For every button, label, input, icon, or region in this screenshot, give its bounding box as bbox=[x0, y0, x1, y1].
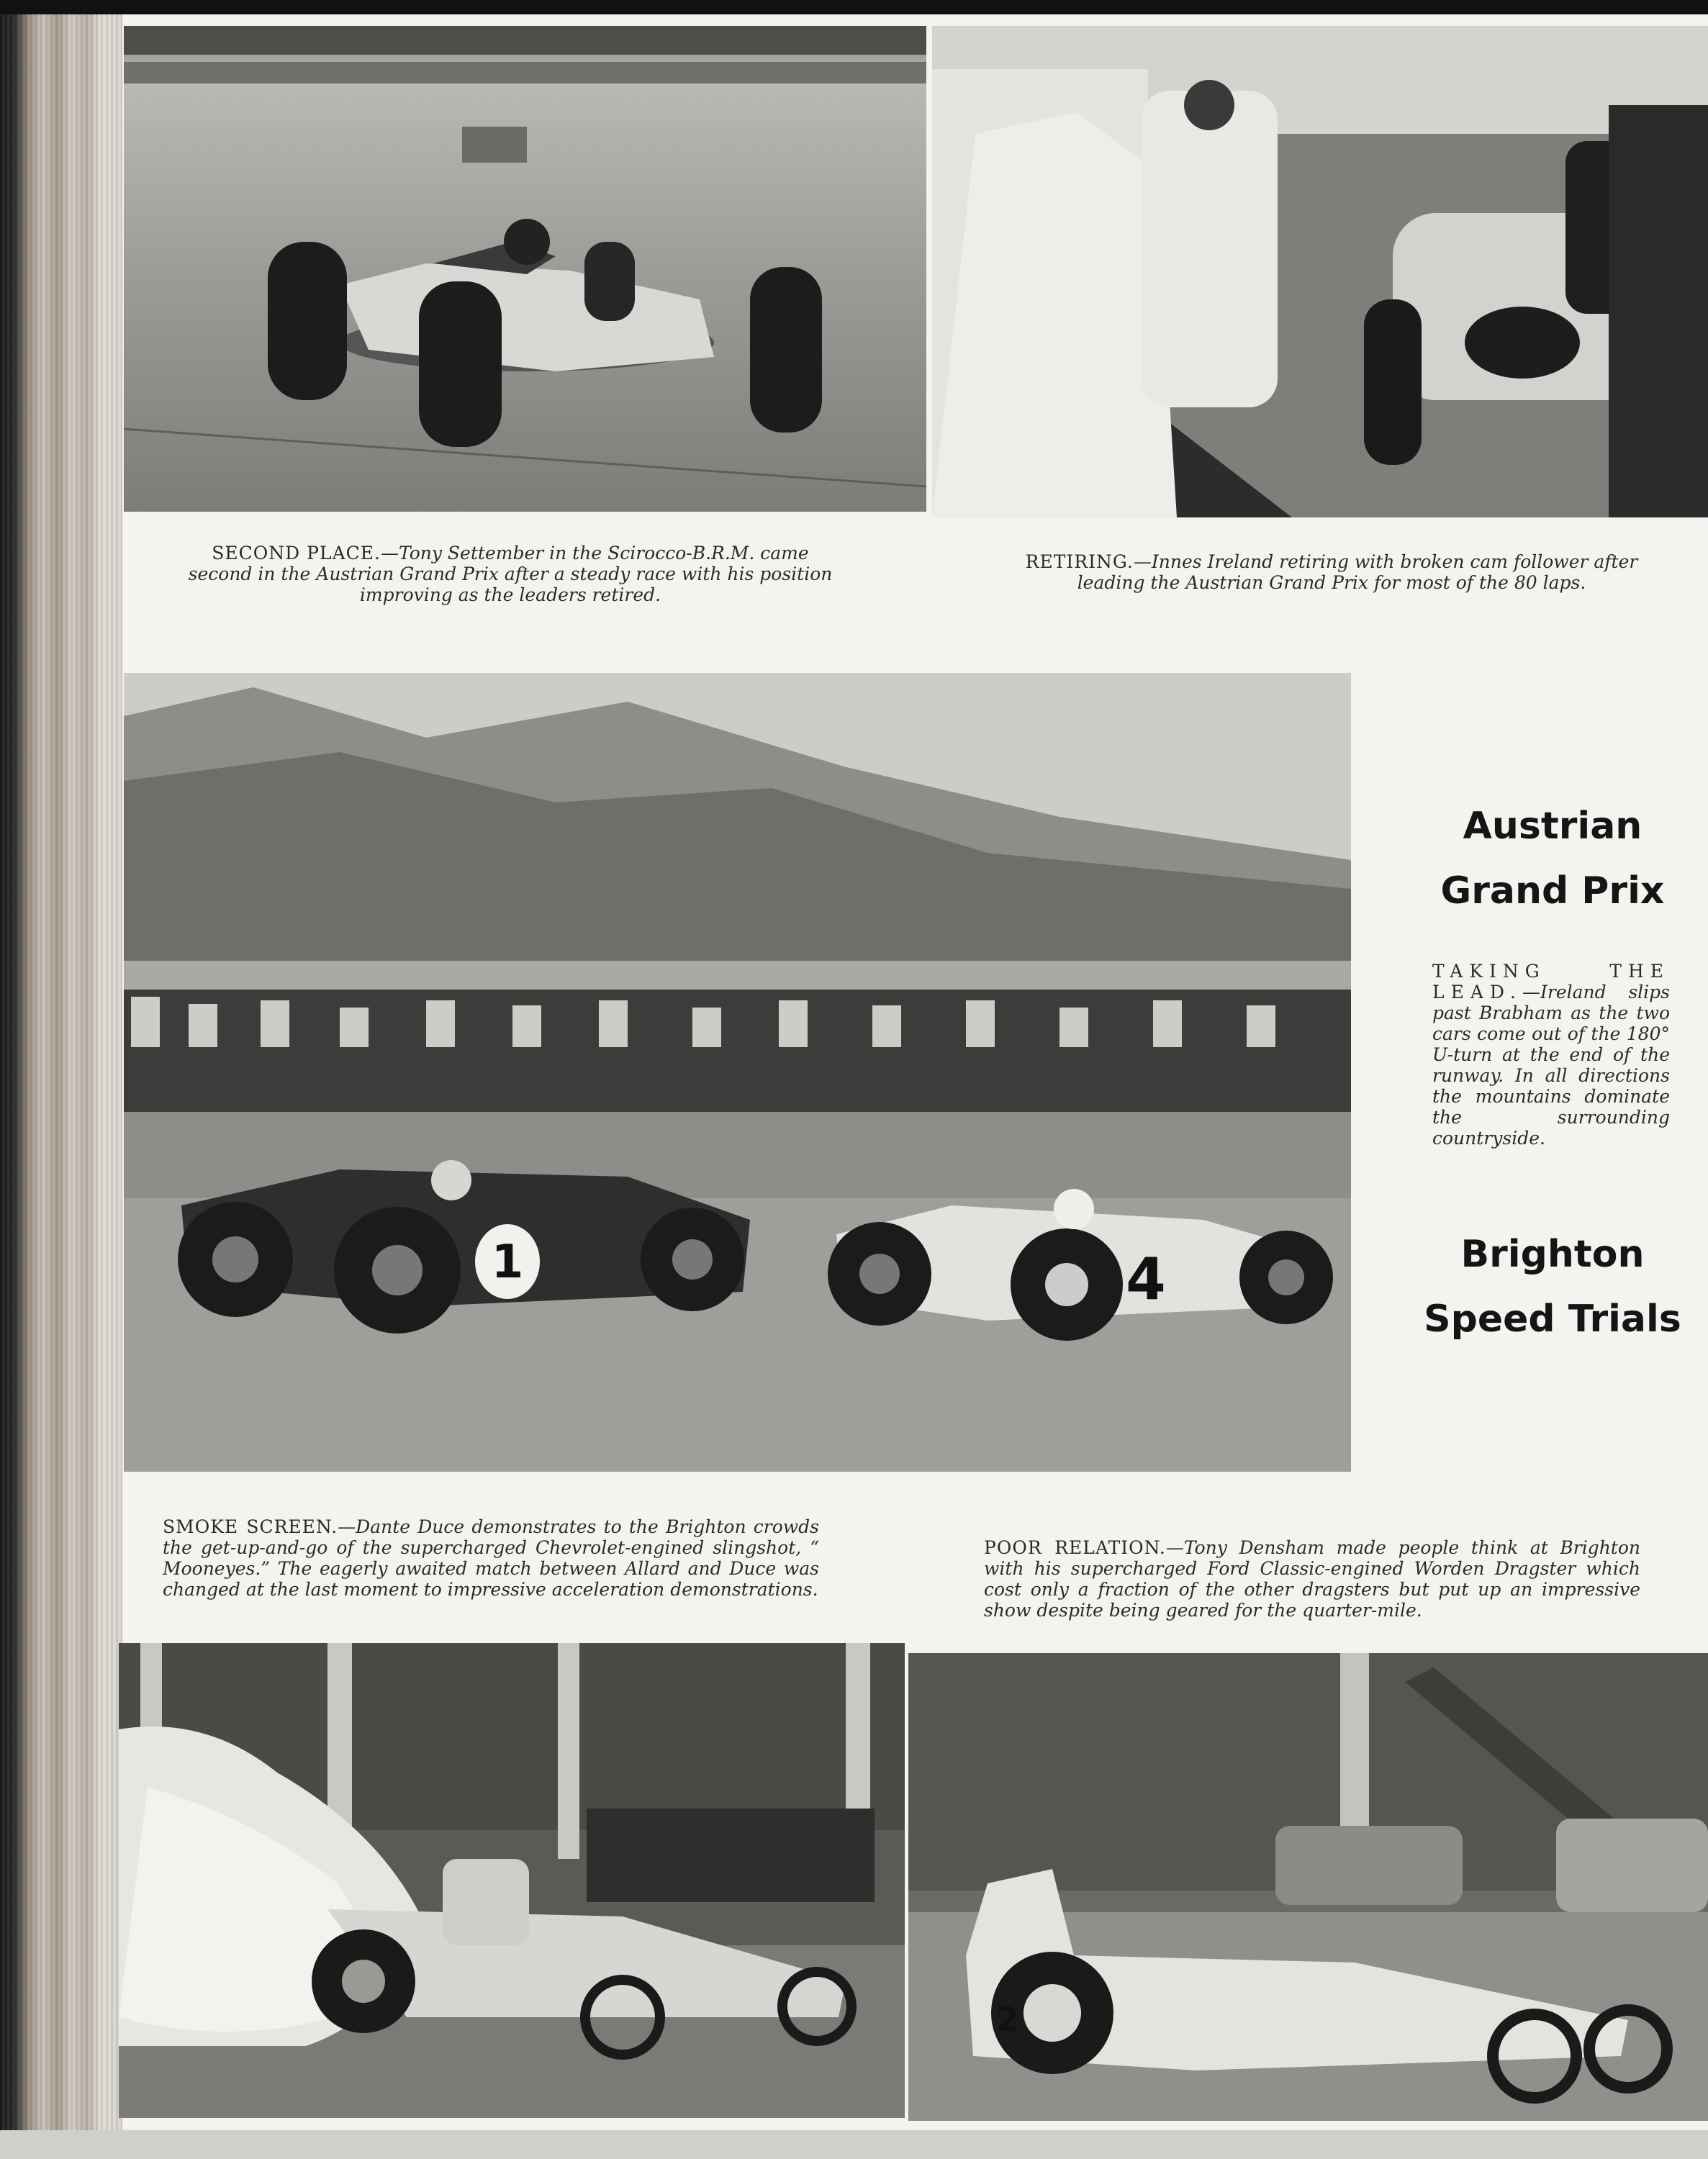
caption-taking-the-lead-text: —Ireland slips past Brabham as the two cars come out of the 180° U-turn at the end of the runway. In all directions the mountains dominate the surrounding countryside. bbox=[1432, 982, 1670, 1149]
heading-austrian bbox=[1419, 794, 1686, 923]
heading-austrian-line2: Grand Prix bbox=[1440, 869, 1665, 913]
heading-austrian-line1: Austrian bbox=[1463, 805, 1643, 848]
photo-smoke-screen-dragster bbox=[119, 1643, 905, 2118]
caption-smoke-screen bbox=[163, 1516, 819, 1600]
book-binding-edge bbox=[0, 14, 122, 2130]
caption-retiring-text: —Innes Ireland retiring with broken cam follower after leading the Austrian Grand Prix for most of the 80 laps. bbox=[1077, 551, 1638, 593]
heading-brighton-line1: Brighton bbox=[1460, 1233, 1645, 1276]
photo-ireland-retiring bbox=[932, 26, 1708, 517]
caption-second-place-text: —Tony Settember in the Scirocco-B.R.M. came second in the Austrian Grand Prix after a steady race with his position improving as the leaders retired. bbox=[188, 543, 833, 605]
heading-brighton-line2: Speed Trials bbox=[1424, 1298, 1681, 1341]
caption-smoke-screen-text: —Dante Duce demonstrates to the Brighton crowds the get-up-and-go of the supercharged Chevrolet-engined slingshot, “ Mooneyes.” The eagerly awaited match between Allard and Duce was changed at the last moment to impressive acceleration demonstrations. bbox=[163, 1516, 820, 1600]
page-top-edge bbox=[0, 0, 1708, 14]
caption-taking-the-lead-lead: TAKING THE LEAD. bbox=[1432, 961, 1670, 1002]
caption-second-place-lead: SECOND PLACE. bbox=[212, 543, 381, 563]
photo-taking-the-lead bbox=[124, 673, 1351, 1472]
caption-second-place bbox=[180, 543, 841, 605]
car-number-2: 2 bbox=[995, 2000, 1020, 2039]
car-number-4: 4 bbox=[1126, 1246, 1166, 1313]
caption-poor-relation-lead: POOR RELATION. bbox=[984, 1537, 1166, 1558]
car-number-1: 1 bbox=[491, 1236, 524, 1289]
caption-retiring bbox=[1000, 551, 1663, 593]
caption-retiring-lead: RETIRING. bbox=[1025, 551, 1134, 572]
caption-smoke-screen-lead: SMOKE SCREEN. bbox=[163, 1516, 338, 1537]
heading-brighton bbox=[1419, 1222, 1686, 1352]
caption-poor-relation bbox=[984, 1537, 1640, 1621]
photo-settember-scirocco bbox=[124, 26, 926, 512]
photo-poor-relation-dragster bbox=[908, 1653, 1708, 2121]
caption-poor-relation-text: —Tony Densham made people think at Brighton with his supercharged Ford Classic-engined Worden Dragster which cost only a fraction of the other dragsters but put up an impressive show despite being geared for the quarter-mile. bbox=[984, 1537, 1640, 1621]
page-bottom-edge bbox=[0, 2130, 1708, 2159]
caption-taking-the-lead bbox=[1432, 961, 1670, 1149]
